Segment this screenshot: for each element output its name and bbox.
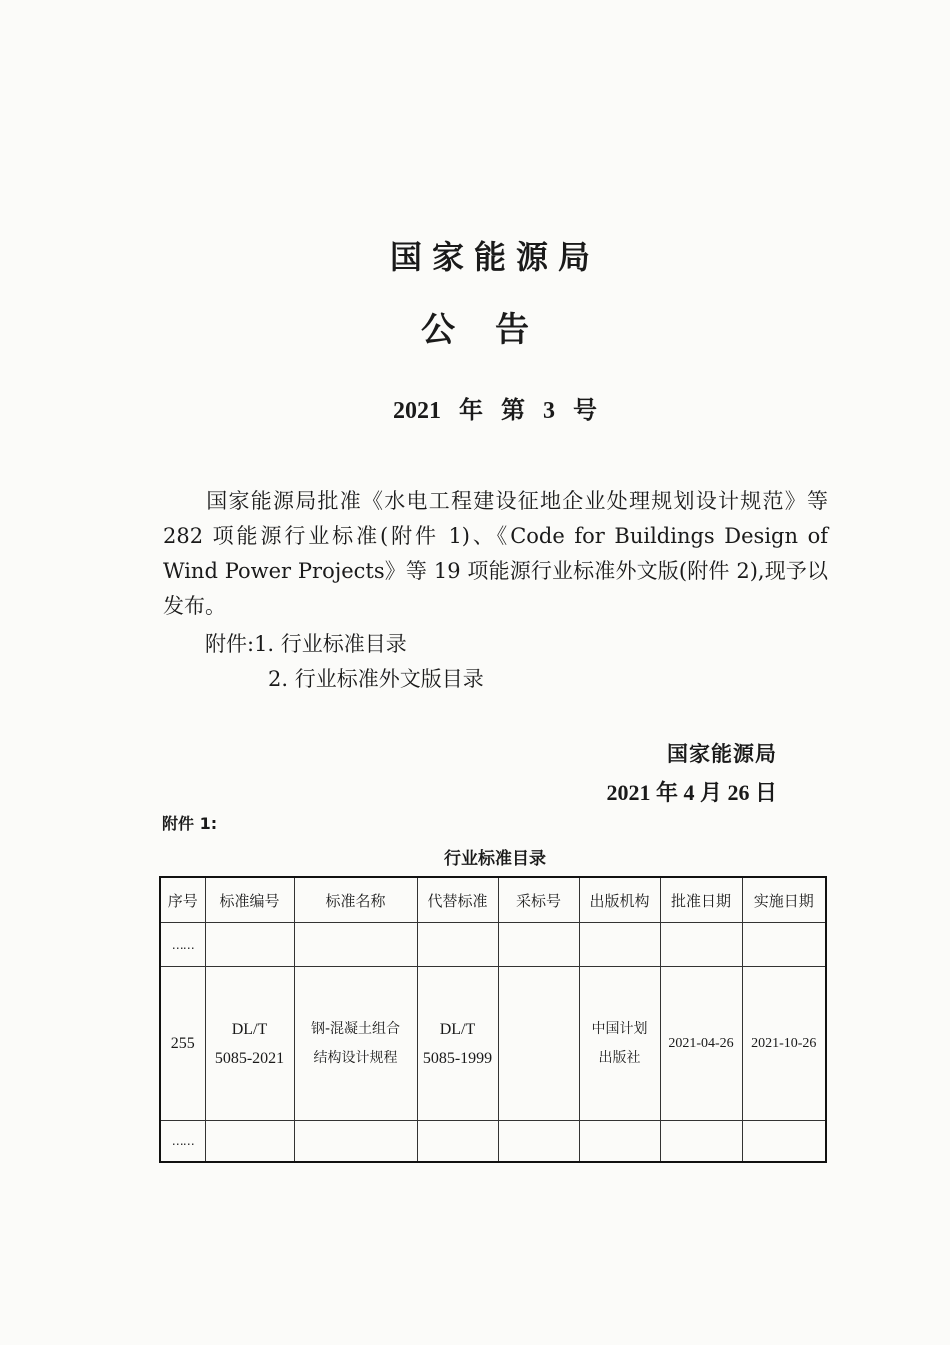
attachment-line-2: 2. 行业标准外文版目录	[268, 667, 484, 691]
table-row	[160, 923, 826, 967]
table-row	[160, 967, 826, 1121]
replace-line-1: DL/T	[439, 1020, 476, 1038]
col-header-approve-date: 批准日期	[660, 877, 742, 923]
std-no-line-2: 5085-2021	[214, 1049, 285, 1067]
announcement-paragraph	[163, 484, 828, 624]
col-header-seq: 序号	[160, 877, 205, 923]
name-line-1: 钢-混凝土组合	[310, 1020, 401, 1037]
standards-table	[159, 876, 827, 1163]
col-header-publisher: 出版机构	[579, 877, 660, 923]
cell-effective-date: 2021-10-26	[742, 967, 826, 1121]
cell-replace	[417, 967, 498, 1121]
cell-seq: 255	[160, 967, 205, 1121]
cell-std-no	[205, 967, 294, 1121]
col-header-replace: 代替标准	[417, 877, 498, 923]
document-number: 2021 年 第 3 号	[393, 398, 597, 424]
publisher-line-1: 中国计划	[591, 1020, 648, 1037]
table-title: 行业标准目录	[444, 849, 546, 869]
std-no-line-1: DL/T	[231, 1020, 268, 1038]
col-header-std-no: 标准编号	[205, 877, 294, 923]
col-header-effective-date: 实施日期	[742, 877, 826, 923]
table-row	[160, 1121, 826, 1163]
signature-issuer: 国家能源局	[667, 742, 777, 766]
cell-approve-date: 2021-04-26	[660, 967, 742, 1121]
cell-adopt	[498, 967, 579, 1121]
col-header-name: 标准名称	[294, 877, 417, 923]
page-title: 国家能源局	[389, 238, 600, 276]
replace-line-2: 5085-1999	[422, 1049, 493, 1067]
attachment-line-1: 附件:1. 行业标准目录	[205, 632, 407, 656]
cell-publisher	[579, 967, 660, 1121]
name-line-2: 结构设计规程	[313, 1049, 398, 1066]
ellipsis-cell: ……	[160, 1121, 205, 1163]
cell-name	[294, 967, 417, 1121]
ellipsis-cell: ……	[160, 923, 205, 967]
document-type: 公告	[421, 310, 569, 350]
announcement-text: 国家能源局批准《水电工程建设征地企业处理规划设计规范》等 282 项能源行业标准(附件 1)、《Code for Buildings Design of Wind Power Projects》等 19 项能源行业标准外文版(附件 2),现予以发布。	[163, 489, 828, 618]
signature-date: 2021 年 4 月 26 日	[606, 780, 777, 805]
table-header-row	[160, 877, 826, 923]
col-header-adopt: 采标号	[498, 877, 579, 923]
publisher-line-2: 出版社	[598, 1049, 641, 1066]
appendix-label: 附件 1:	[162, 814, 218, 833]
